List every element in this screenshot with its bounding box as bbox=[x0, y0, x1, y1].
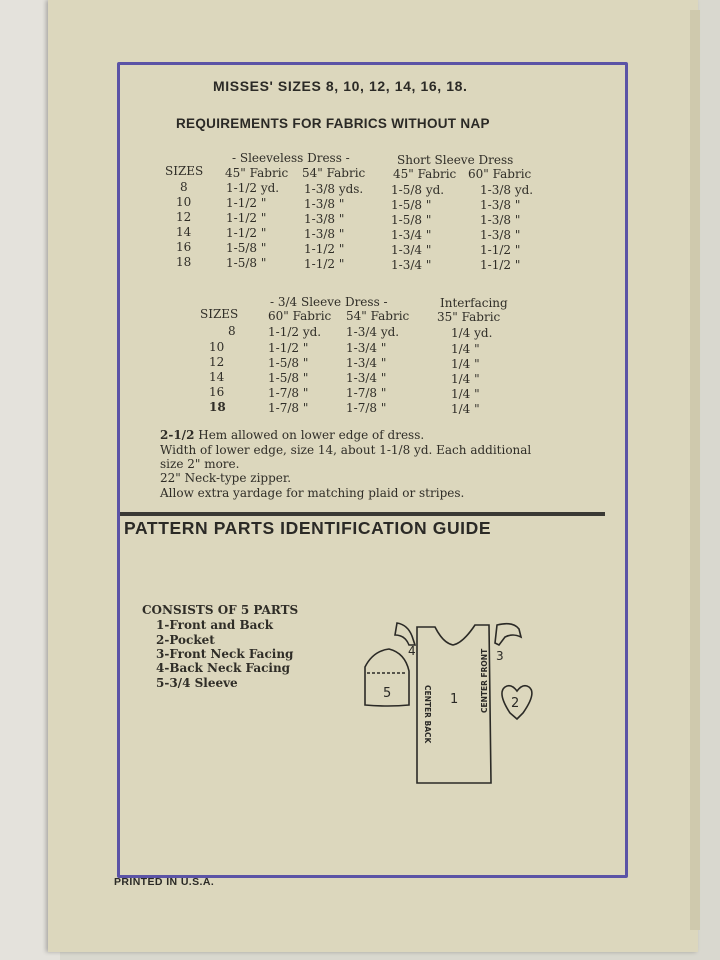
part-item: 2-Pocket bbox=[156, 633, 215, 647]
table2-cell: 1-1/2 " bbox=[268, 341, 309, 355]
table1-cell: 1-3/8 " bbox=[480, 228, 521, 242]
table1-cell: 1-3/8 yds. bbox=[304, 182, 364, 196]
table1-size: 12 bbox=[176, 210, 192, 224]
table2-col-54-fabric: 54" Fabric bbox=[346, 309, 410, 323]
table1-size: 18 bbox=[176, 255, 192, 269]
table1-cell: 1-5/8 " bbox=[391, 213, 432, 227]
table1-cell: 1-3/8 " bbox=[480, 213, 521, 227]
table2-group-three-quarter: - 3/4 Sleeve Dress - bbox=[270, 295, 388, 309]
table1-size: 10 bbox=[176, 195, 192, 209]
table2-col-60-fabric: 60" Fabric bbox=[268, 309, 332, 323]
part-item: 1-Front and Back bbox=[156, 618, 274, 632]
table2-cell: 1-3/4 " bbox=[346, 371, 387, 385]
table1-cell: 1-3/8 " bbox=[304, 197, 345, 211]
table1-col-60-fabric: 60" Fabric bbox=[468, 167, 532, 181]
table1-size: 16 bbox=[176, 240, 192, 254]
requirements-title: REQUIREMENTS FOR FABRICS WITHOUT NAP bbox=[176, 116, 490, 131]
table2-cell: 1-3/4 yd. bbox=[346, 325, 400, 339]
note-zipper: 22" Neck-type zipper. bbox=[160, 471, 292, 485]
label-part-3: 3 bbox=[496, 649, 504, 663]
table2-cell: 1/4 yd. bbox=[451, 326, 493, 340]
table2-cell: 1-7/8 " bbox=[346, 401, 387, 415]
table2-size: 14 bbox=[209, 370, 225, 384]
table2-size: 18 bbox=[209, 400, 226, 414]
part-item: 5-3/4 Sleeve bbox=[156, 676, 238, 690]
consists-heading: CONSISTS OF 5 PARTS bbox=[142, 603, 299, 617]
table2-cell: 1/4 " bbox=[451, 342, 480, 356]
label-part-2: 2 bbox=[511, 696, 520, 711]
table2-cell: 1-1/2 yd. bbox=[268, 325, 322, 339]
table1-group-short-sleeve: Short Sleeve Dress bbox=[397, 153, 514, 167]
table2-cell: 1-7/8 " bbox=[268, 386, 309, 400]
table1-cell: 1-3/8 " bbox=[304, 212, 345, 226]
table1-cell: 1-1/2 " bbox=[226, 211, 267, 225]
table1-cell: 1-3/4 " bbox=[391, 258, 432, 272]
note-hem bbox=[160, 428, 424, 442]
table2-cell: 1-7/8 " bbox=[346, 386, 387, 400]
printed-in-usa: PRINTED IN U.S.A. bbox=[114, 876, 215, 888]
table2-cell: 1/4 " bbox=[451, 402, 480, 416]
table2-cell: 1/4 " bbox=[451, 372, 480, 386]
pattern-pieces-diagram bbox=[355, 615, 535, 795]
table1-cell: 1-1/2 " bbox=[304, 257, 345, 271]
table2-size: 12 bbox=[209, 355, 225, 369]
piece-front-neck-facing bbox=[495, 624, 521, 645]
label-part-1: 1 bbox=[450, 692, 459, 707]
table2-cell: 1/4 " bbox=[451, 357, 480, 371]
piece-back-neck-facing bbox=[395, 623, 415, 645]
page-edge bbox=[690, 10, 700, 930]
table2-size: 16 bbox=[209, 385, 225, 399]
label-center-back: CENTER BACK bbox=[423, 685, 432, 744]
table2-group-interfacing: Interfacing bbox=[440, 296, 508, 310]
table2-cell: 1-7/8 " bbox=[268, 401, 309, 415]
table2-cell: 1-3/4 " bbox=[346, 356, 387, 370]
note-hem-text: Hem allowed on lower edge of dress. bbox=[194, 428, 425, 442]
table1-cell: 1-3/4 " bbox=[391, 243, 432, 257]
table1-cell: 1-5/8 " bbox=[226, 256, 267, 270]
table1-cell: 1-3/8 yd. bbox=[480, 183, 534, 197]
part-item: 3-Front Neck Facing bbox=[156, 647, 294, 661]
table2-col-sizes: SIZES bbox=[200, 307, 239, 321]
label-center-front: CENTER FRONT bbox=[480, 648, 489, 713]
note-plaid: Allow extra yardage for matching plaid or stripes. bbox=[160, 486, 465, 500]
table1-cell: 1-5/8 yd. bbox=[391, 183, 445, 197]
table1-size: 8 bbox=[180, 180, 188, 194]
part-item: 4-Back Neck Facing bbox=[156, 661, 291, 675]
sizes-title: MISSES' SIZES 8, 10, 12, 14, 16, 18. bbox=[213, 78, 468, 94]
table1-cell: 1-1/2 " bbox=[480, 243, 521, 257]
table1-group-sleeveless: - Sleeveless Dress - bbox=[232, 151, 350, 165]
table2-cell: 1/4 " bbox=[451, 387, 480, 401]
note-width-line2: size 2" more. bbox=[160, 457, 240, 471]
table1-cell: 1-1/2 yd. bbox=[226, 181, 280, 195]
table2-cell: 1-5/8 " bbox=[268, 356, 309, 370]
table1-cell: 1-5/8 " bbox=[226, 241, 267, 255]
table1-cell: 1-1/2 " bbox=[226, 226, 267, 240]
guide-title: PATTERN PARTS IDENTIFICATION GUIDE bbox=[124, 518, 492, 538]
guide-divider bbox=[120, 512, 605, 516]
table1-cell: 1-5/8 " bbox=[391, 198, 432, 212]
table2-col-35-fabric: 35" Fabric bbox=[437, 310, 501, 324]
table1-col-45-fabric: 45" Fabric bbox=[225, 166, 289, 180]
table2-cell: 1-3/4 " bbox=[346, 341, 387, 355]
table1-cell: 1-1/2 " bbox=[304, 242, 345, 256]
table1-cell: 1-3/4 " bbox=[391, 228, 432, 242]
table1-col-45-fabric-b: 45" Fabric bbox=[393, 167, 457, 181]
table1-cell: 1-1/2 " bbox=[226, 196, 267, 210]
table1-size: 14 bbox=[176, 225, 192, 239]
table1-cell: 1-3/8 " bbox=[480, 198, 521, 212]
table2-size: 8 bbox=[228, 324, 236, 338]
table1-col-54-fabric: 54" Fabric bbox=[302, 166, 366, 180]
table1-col-sizes: SIZES bbox=[165, 164, 204, 178]
label-part-4: 4 bbox=[408, 644, 416, 658]
note-hem-amount: 2-1/2 bbox=[160, 428, 195, 442]
table1-cell: 1-1/2 " bbox=[480, 258, 521, 272]
table2-cell: 1-5/8 " bbox=[268, 371, 309, 385]
table2-size: 10 bbox=[209, 340, 225, 354]
table1-cell: 1-3/8 " bbox=[304, 227, 345, 241]
label-part-5: 5 bbox=[383, 686, 392, 701]
note-width-line1: Width of lower edge, size 14, about 1-1/8 yd. Each additional bbox=[160, 443, 532, 457]
